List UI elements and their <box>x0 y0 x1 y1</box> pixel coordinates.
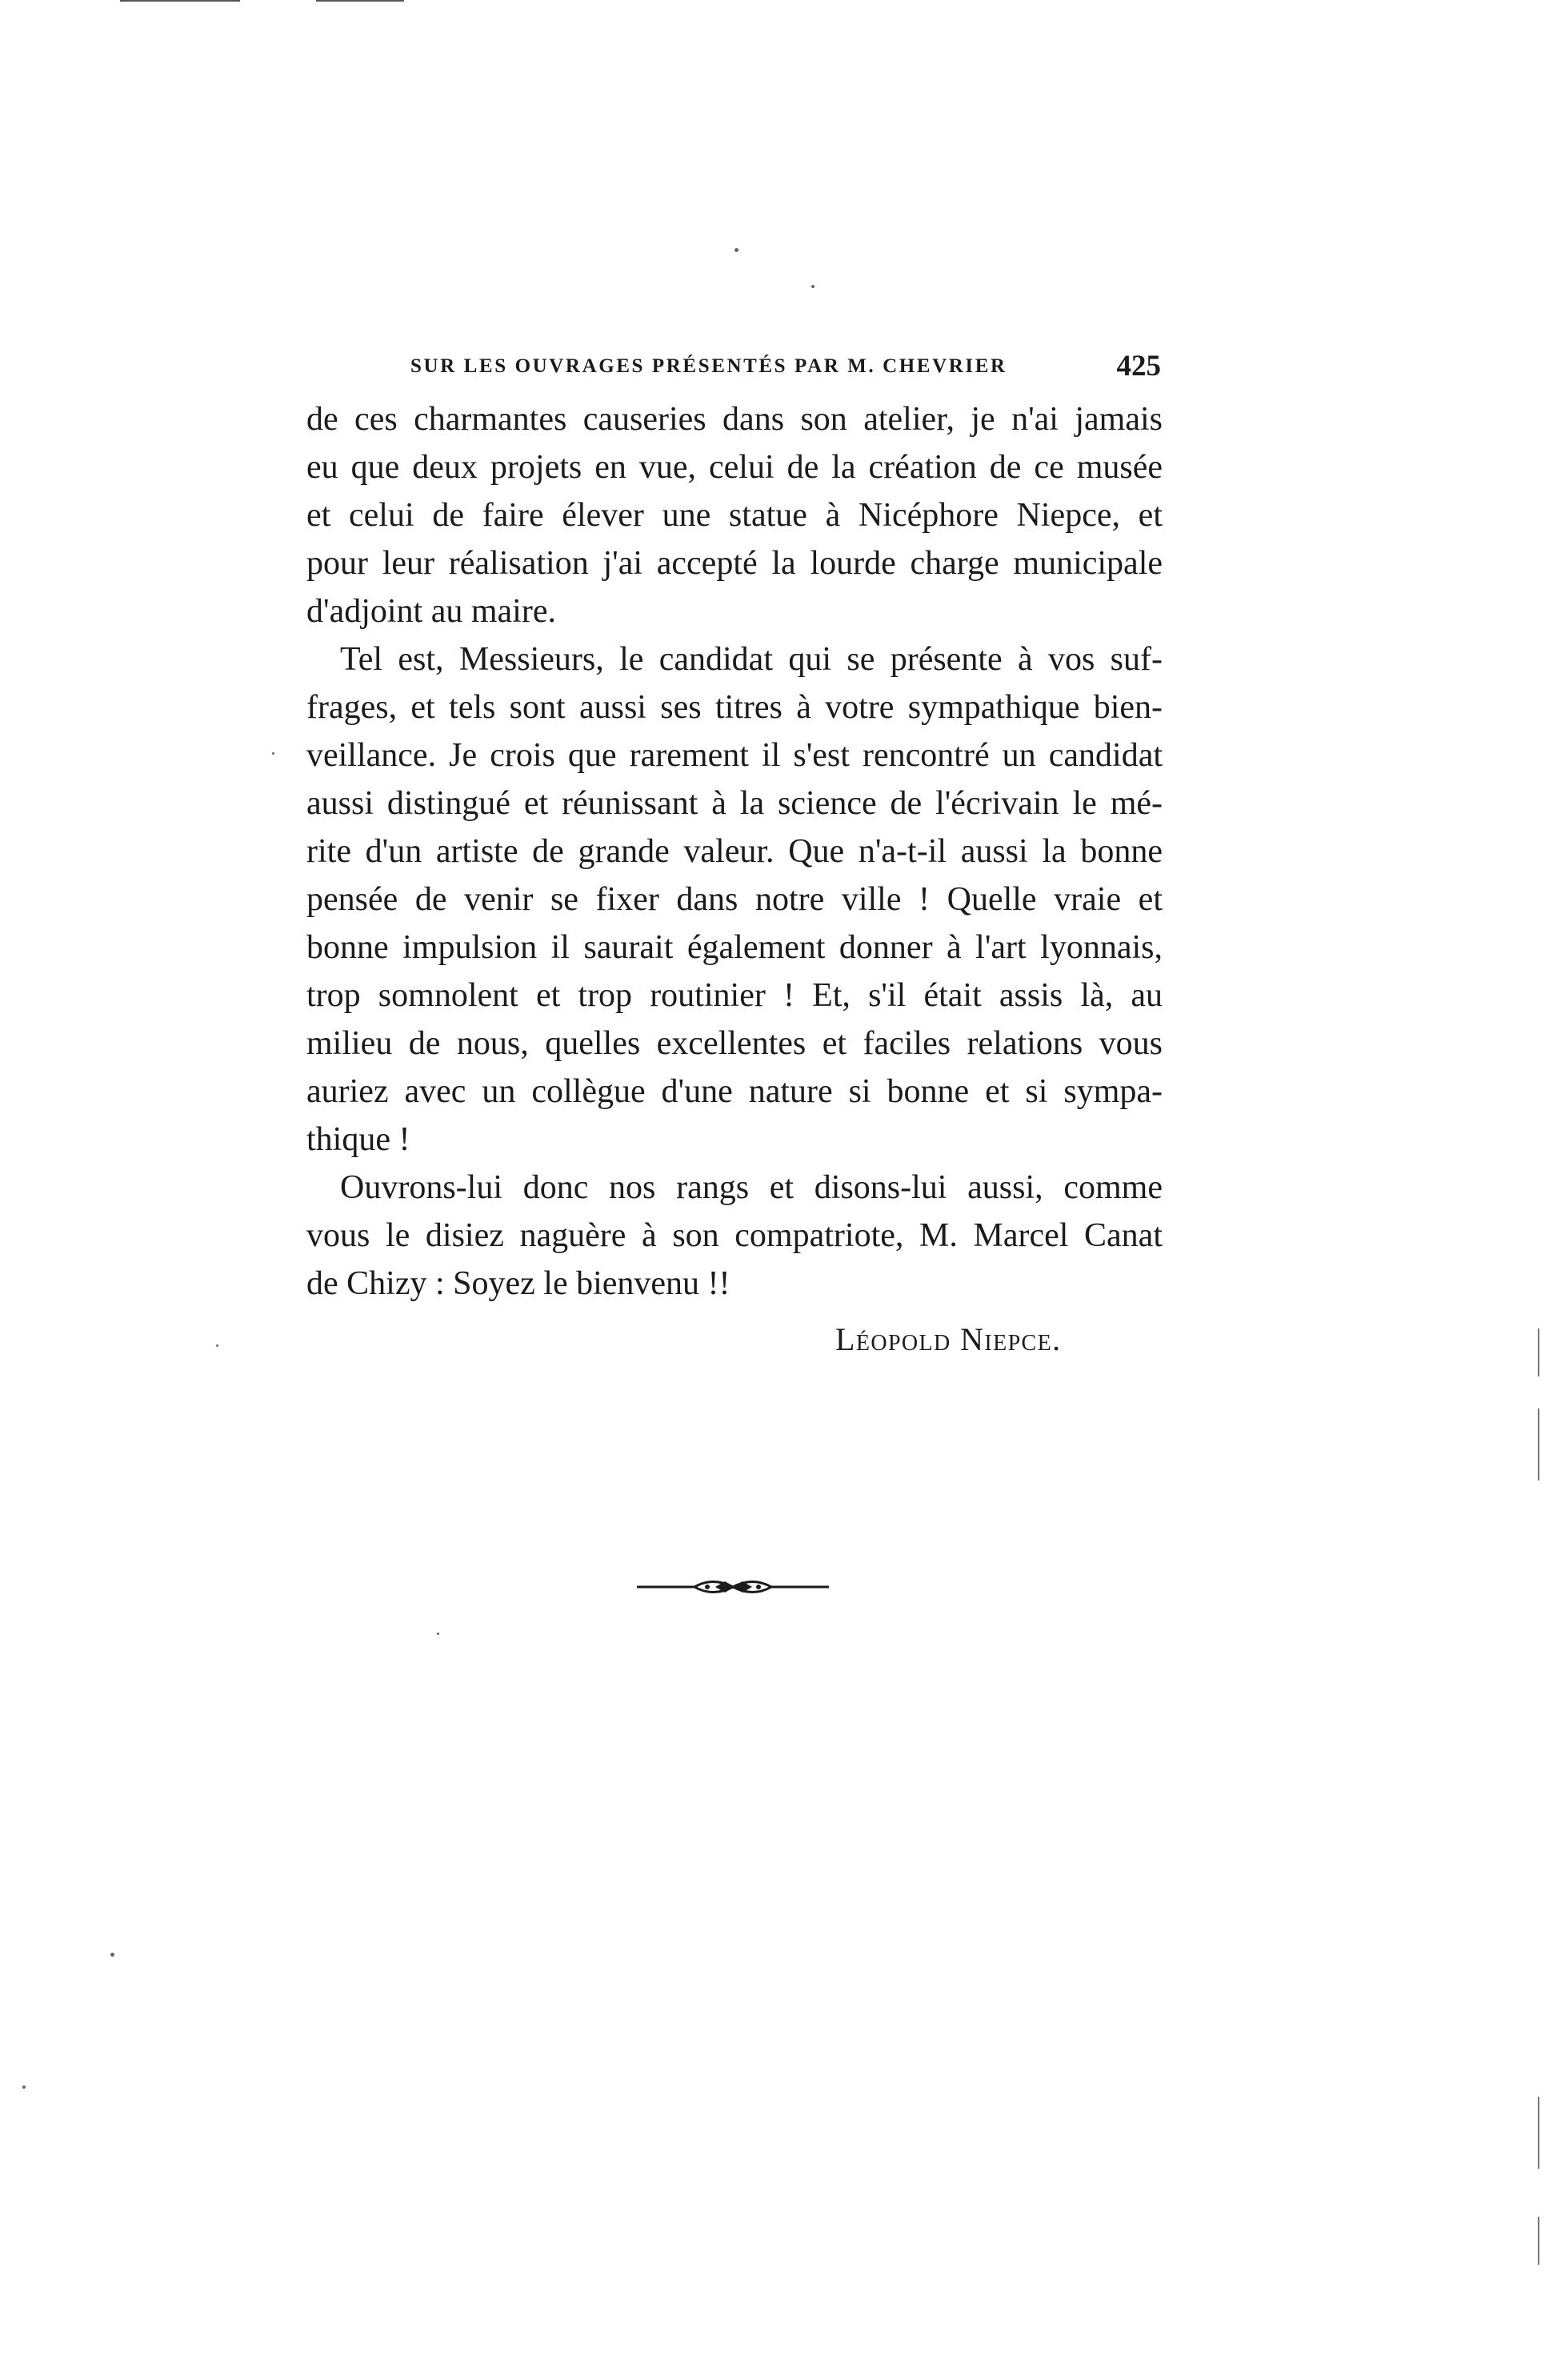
running-head <box>410 352 1161 384</box>
body-text <box>306 395 1163 1308</box>
text-line: et celui de faire élever une statue à Nicéphore Niepce, et <box>306 497 1163 534</box>
tail-ornament-icon <box>637 1575 829 1599</box>
page-edge-mark <box>1538 2097 1539 2169</box>
scan-artifact <box>120 0 240 2</box>
text-line: trop somnolent et trop routinier ! Et, s'il était assis là, au <box>306 977 1163 1014</box>
text-line: vous le disiez naguère à son compatriote, M. Marcel Canat <box>306 1217 1163 1254</box>
text-line: de Chizy : Soyez le bienvenu !! <box>306 1265 730 1302</box>
scan-speck <box>272 752 274 755</box>
paragraph-start-line: Ouvrons-lui donc nos rangs et disons-lui aussi, comme <box>340 1169 1163 1206</box>
text-line: eu que deux projets en vue, celui de la création de ce musée <box>306 449 1163 486</box>
page-edge-mark <box>1538 1328 1539 1376</box>
text-line: de ces charmantes causeries dans son atelier, je n'ai jamais <box>306 401 1163 438</box>
scan-speck <box>216 1344 218 1347</box>
running-title: SUR LES OUVRAGES PRÉSENTÉS PAR M. CHEVRIER <box>410 355 1007 377</box>
text-line: thique ! <box>306 1121 410 1158</box>
page-number: 425 <box>1116 350 1161 383</box>
text-line: milieu de nous, quelles excellentes et faciles relations vous <box>306 1025 1163 1062</box>
scan-speck <box>22 2086 26 2089</box>
text-line: rite d'un artiste de grande valeur. Que n'a-t-il aussi la bonne <box>306 833 1163 870</box>
text-line: veillance. Je crois que rarement il s'est rencontré un candidat <box>306 737 1163 774</box>
text-line: d'adjoint au maire. <box>306 593 556 630</box>
text-line: aussi distingué et réunissant à la science de l'écrivain le mé- <box>306 785 1163 822</box>
scan-speck <box>734 248 738 252</box>
text-line: bonne impulsion il saurait également donner à l'art lyonnais, <box>306 929 1163 966</box>
scan-speck <box>811 285 815 288</box>
text-line: frages, et tels sont aussi ses titres à votre sympathique bien- <box>306 689 1163 726</box>
signature: Léopold Niepce. <box>835 1321 1062 1357</box>
scan-artifact <box>316 0 404 2</box>
scan-speck <box>437 1633 439 1635</box>
text-line: auriez avec un collègue d'une nature si bonne et si sympa- <box>306 1073 1163 1110</box>
scan-speck <box>110 1953 114 1957</box>
paragraph-start-line: Tel est, Messieurs, le candidat qui se présente à vos suf- <box>340 641 1163 678</box>
page-edge-mark <box>1538 1408 1539 1480</box>
page-edge-mark <box>1538 2217 1539 2265</box>
text-line: pour leur réalisation j'ai accepté la lourde charge municipale <box>306 545 1163 582</box>
text-line: pensée de venir se fixer dans notre ville ! Quelle vraie et <box>306 881 1163 918</box>
